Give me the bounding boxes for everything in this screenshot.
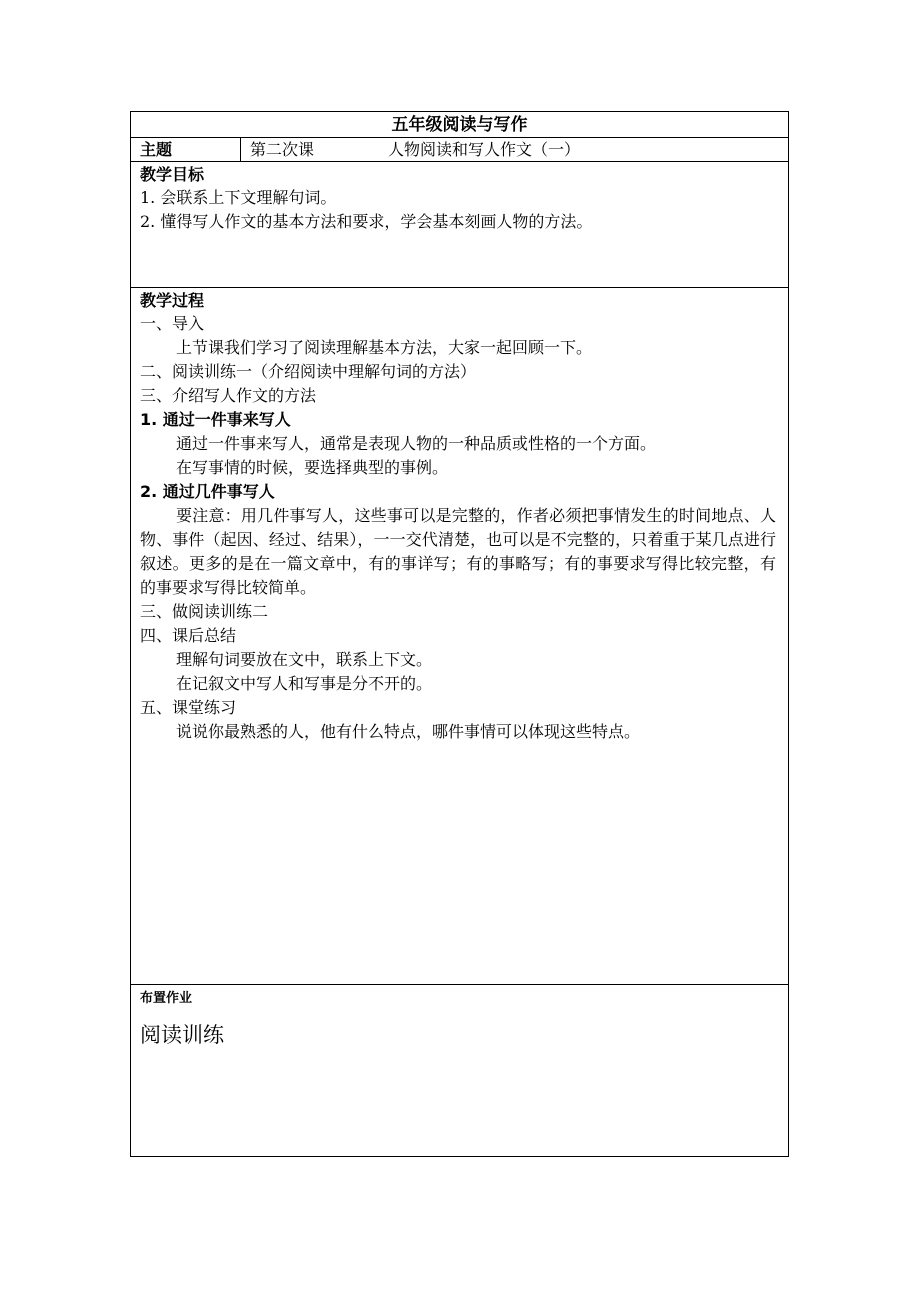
- summary-heading: 四、课后总结: [140, 626, 237, 645]
- homework-section: [131, 985, 788, 1156]
- training-one: 二、阅读训练一（介绍阅读中理解句词的方法）: [140, 362, 477, 381]
- goal-item: 1. 会联系上下文理解句词。: [140, 188, 337, 207]
- method-heading: 三、介绍写人作文的方法: [140, 386, 317, 405]
- intro-text: 上节课我们学习了阅读理解基本方法，大家一起回顾一下。: [176, 338, 593, 357]
- summary-line: 理解句词要放在文中，联系上下文。: [176, 650, 433, 669]
- topic-label: 主题: [131, 138, 241, 161]
- teaching-process-section: [131, 288, 788, 985]
- lesson-plan-table: [130, 111, 789, 1157]
- homework-heading: 布置作业: [140, 991, 193, 1006]
- training-two: 三、做阅读训练二: [140, 602, 269, 621]
- lesson-title: 人物阅读和写人作文（一）: [388, 140, 581, 159]
- practice-heading: 五、课堂练习: [140, 698, 237, 717]
- lesson-number: 第二次课: [250, 140, 315, 159]
- homework-content: 阅读训练: [140, 1023, 224, 1047]
- goal-item: 2. 懂得写人作文的基本方法和要求，学会基本刻画人物的方法。: [140, 212, 593, 231]
- goals-heading: 教学目标: [140, 165, 205, 184]
- teaching-goals-section: [131, 162, 788, 288]
- document-title: 五年级阅读与写作: [131, 112, 788, 138]
- method-one-line: 通过一件事来写人，通常是表现人物的一种品质或性格的一个方面。: [176, 434, 657, 453]
- method-one-line: 在写事情的时候，要选择典型的事例。: [176, 458, 449, 477]
- method-two-paragraph: 要注意：用几件事写人，这些事可以是完整的，作者必须把事情发生的时间地点、人物、事件（起因、经过、结果），一一交代清楚，也可以是不完整的，只着重于某几点进行叙述。更多的是在一篇文章中，有的事详写；有的事略写；有的事要求写得比较完整，有的事要求写得比较简单。: [140, 506, 776, 597]
- topic-row: [131, 138, 788, 162]
- summary-line: 在记叙文中写人和写事是分不开的。: [176, 674, 433, 693]
- process-heading: 教学过程: [140, 291, 205, 310]
- practice-text: 说说你最熟悉的人，他有什么特点，哪件事情可以体现这些特点。: [176, 722, 641, 741]
- intro-heading: 一、导入: [140, 314, 205, 333]
- method-one-heading: 1. 通过一件事来写人: [140, 410, 291, 429]
- method-two-heading: 2. 通过几件事写人: [140, 482, 275, 501]
